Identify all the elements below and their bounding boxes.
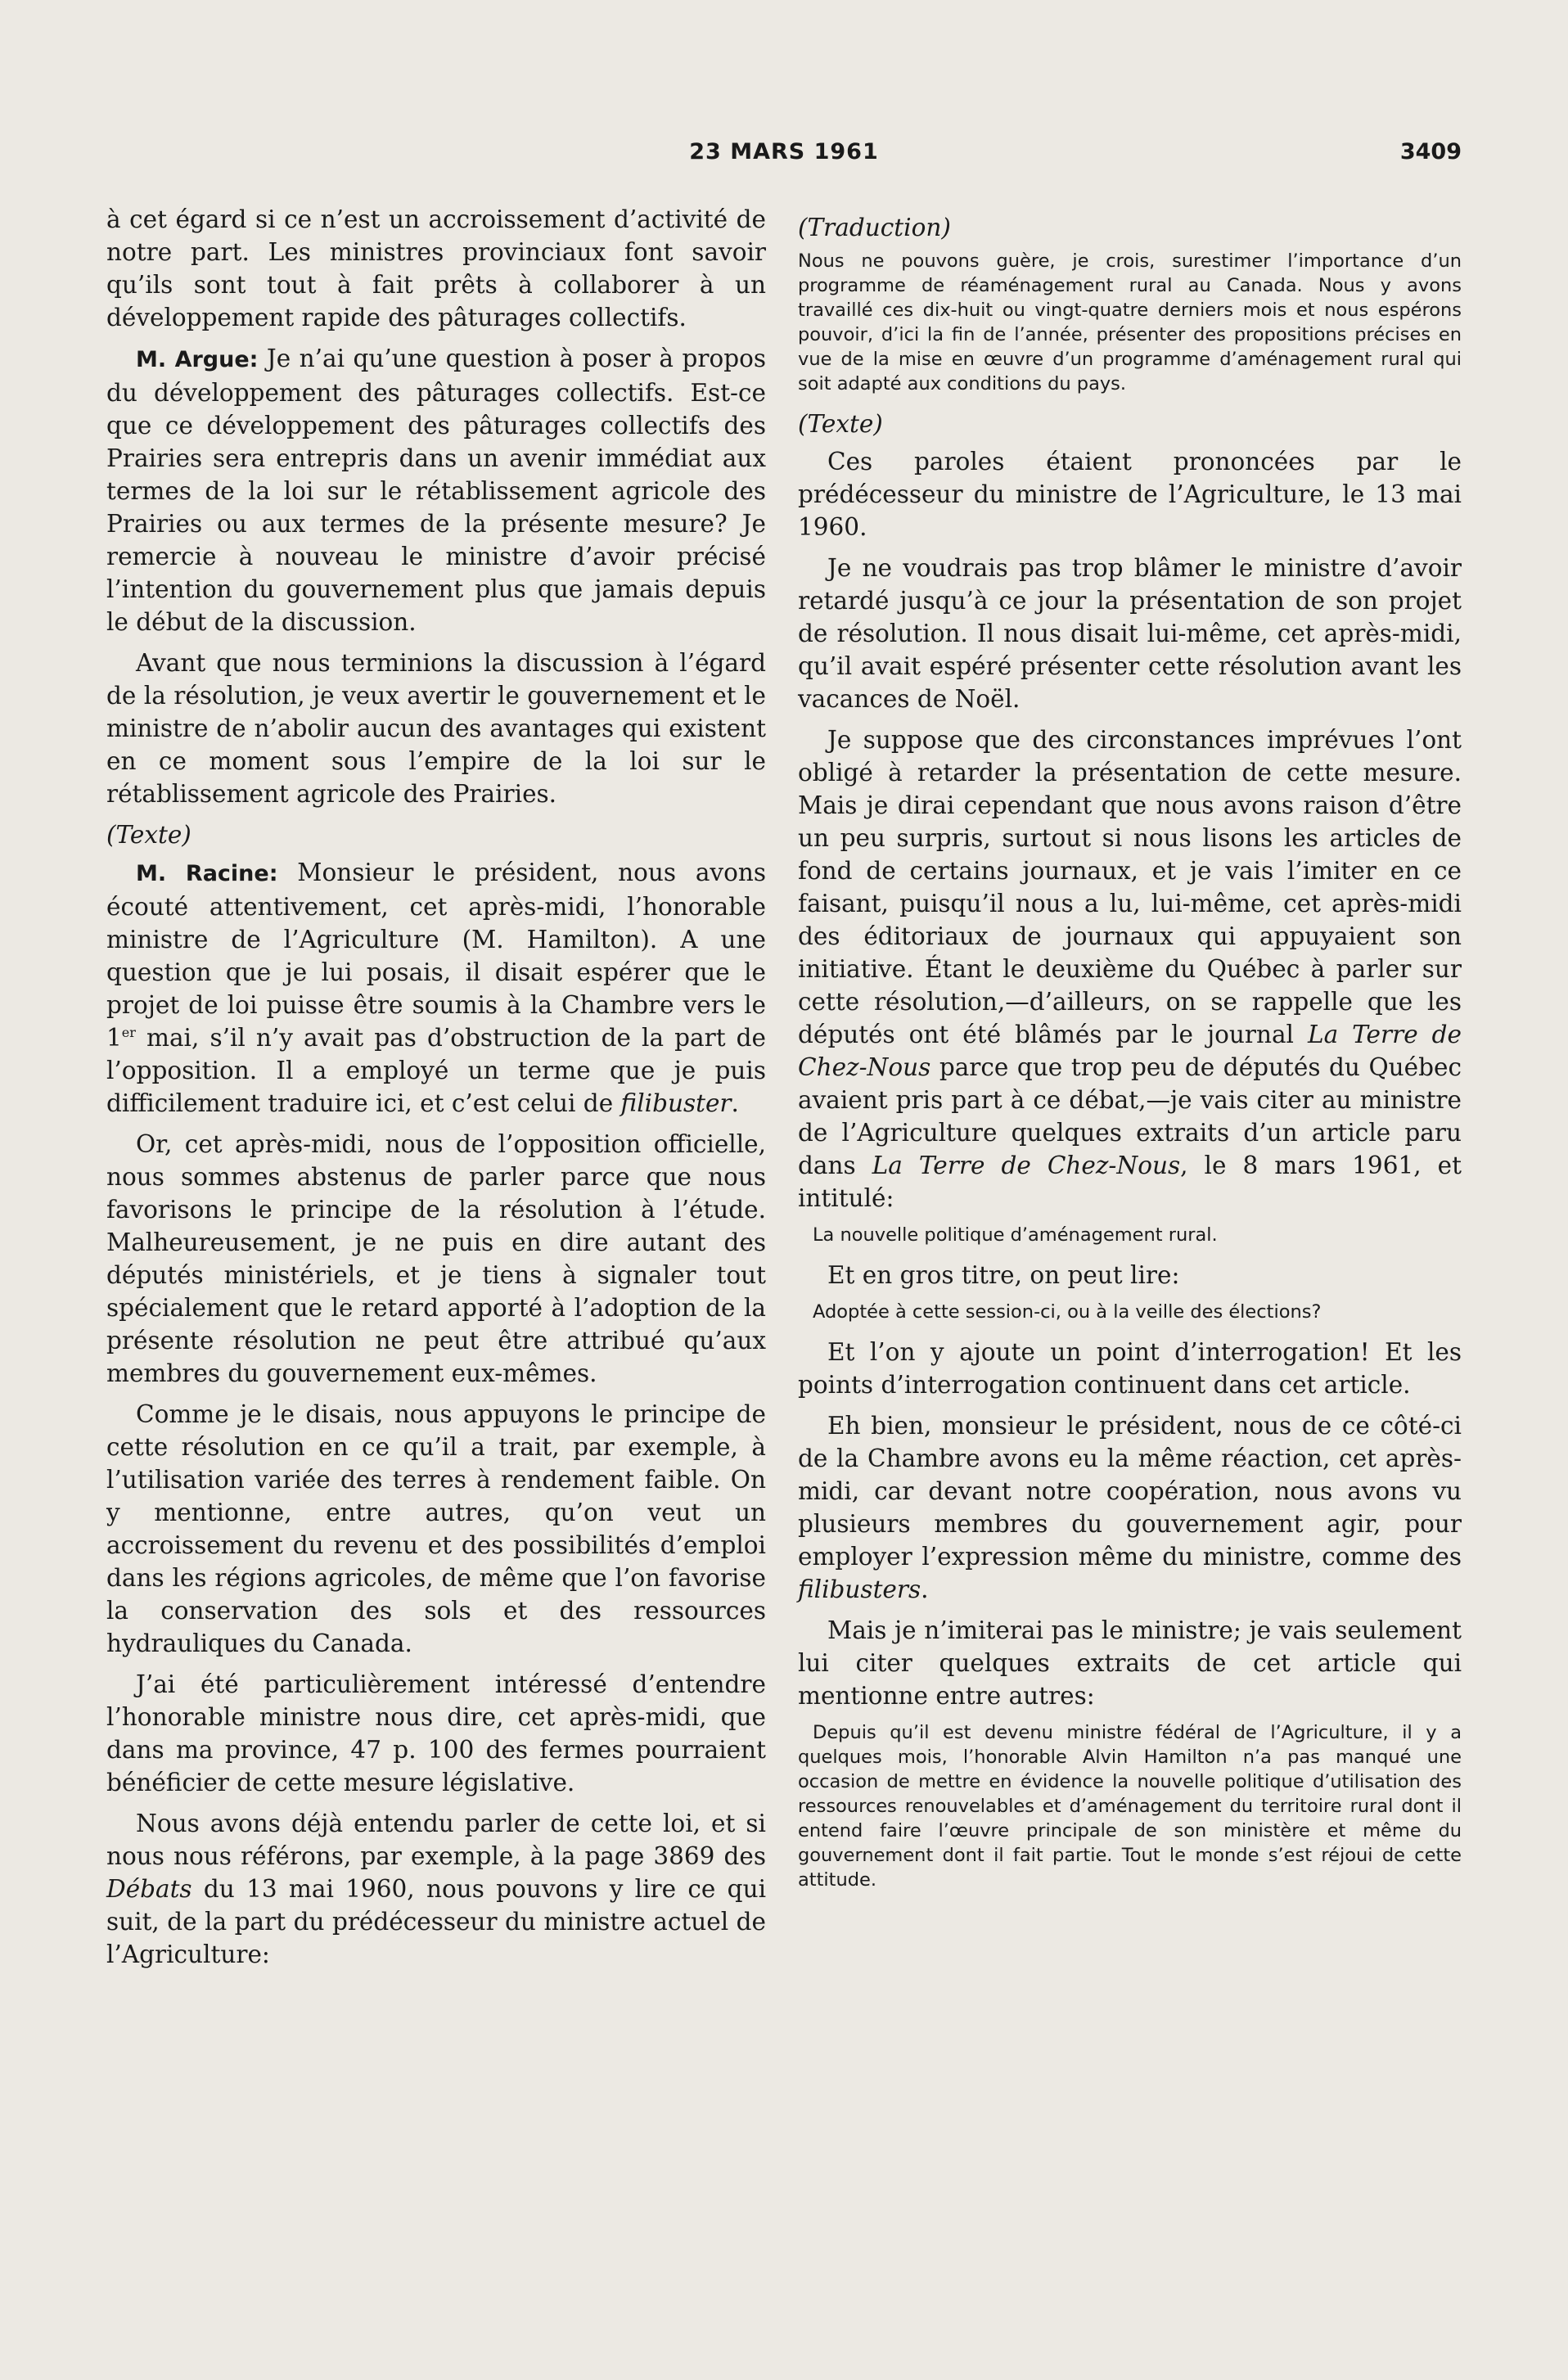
- block-quote: Depuis qu’il est devenu ministre fédéral de l’Agriculture, il y a quelques mois, l’honorable Alvin Hamilton n’a pas manqué une occasion de mettre en évidence la nouvelle politique d’utilisation des ressources renouvelables et d’aménagement du territoire rural dont il entend faire l’œuvre principale de son ministère et même du gouvernement dont il fait partie. Tout le monde s’est réjoui de cette attitude.: [798, 1722, 1462, 1891]
- section-label: (Traduction): [798, 214, 951, 241]
- paragraph: Je suppose que des circonstances imprévues l’ont obligé à retarder la présentation de cette mesure. Mais je dirai cependant que nous avons raison d’être un peu surpris, surtout si nous lisons les articles de fond de certains journaux, et je vais l’imiter en ce faisant, puisqu’il nous a lu, lui-même, cet après-midi des éditoriaux de journaux qui appuyaient son initiative. Étant le deuxième du Québec à parler sur cette résolution,—d’ailleurs, on se rappelle que les députés ont été blâmés par le journal La Terre de Chez-Nous parce que trop peu de députés du Québec avaient pris part à ce débat,—je vais citer au ministre de l’Agriculture quelques extraits d’un article paru dans La Terre de Chez-Nous, le 8 mars 1961, et intitulé:: [798, 726, 1462, 1212]
- speech-paragraph: [106, 342, 766, 638]
- paragraph: à cet égard si ce n’est un accroissement d’activité de notre part. Les ministres provinciaux font savoir qu’ils sont tout à fait prêts à collaborer à un développement rapide des pâturages collectifs.: [106, 205, 766, 331]
- speech-text: Je n’ai qu’une question à poser à propos du développement des pâturages collectifs. Est-ce que ce développement des pâturages collectifs des Prairies sera entrepris dans un avenir immédiat aux termes de la loi sur le rétablissement agricole des Prairies ou aux termes de la présente mesure? Je remercie à nouveau le ministre d’avoir précisé l’intention du gouvernement plus que jamais depuis le début de la discussion.: [106, 345, 766, 636]
- speech-text: Monsieur le président, nous avons écouté attentivement, cet après-midi, l’honorable ministre de l’Agriculture (M. Hamilton). A une question que je lui posais, il disait espérer que le projet de loi puisse être soumis à la Chambre vers le 1er mai, s’il n’y avait pas d’obstruction de la part de l’opposition. Il a employé un terme que je puis difficilement traduire ici, et c’est celui de filibuster.: [106, 859, 766, 1117]
- block-quote: Nous ne pouvons guère, je crois, surestimer l’importance d’un programme de réaménagement rural au Canada. Nous y avons travaillé ces dix-huit ou vingt-quatre derniers mois et nous espérons pouvoir, d’ici la fin de l’année, présenter des propositions précises en vue de la mise en œuvre d’un programme d’aménagement rural qui soit adapté aux conditions du pays.: [798, 250, 1462, 394]
- paragraph: Ces paroles étaient prononcées par le prédécesseur du ministre de l’Agriculture, le 13 mai 1960.: [798, 448, 1462, 541]
- speaker-name: M. Racine:: [136, 861, 278, 886]
- paragraph: Nous avons déjà entendu parler de cette loi, et si nous nous référons, par exemple, à la page 3869 des Débats du 13 mai 1960, nous pouvons y lire ce qui suit, de la part du prédécesseur du ministre actuel de l’Agriculture:: [106, 1810, 766, 1968]
- section-label: (Texte): [106, 821, 191, 849]
- paragraph: J’ai été particulièrement intéressé d’entendre l’honorable ministre nous dire, cet après-midi, que dans ma province, 47 p. 100 des fermes pourraient bénéficier de cette mesure législative.: [106, 1670, 766, 1796]
- paragraph: Comme je le disais, nous appuyons le principe de cette résolution en ce qu’il a trait, par exemple, à l’utilisation variée des terres à rendement faible. On y mentionne, entre autres, qu’on veut un accroissement du revenu et des possibilités d’emploi dans les régions agricoles, de même que l’on favorise la conservation des sols et des ressources hydrauliques du Canada.: [106, 1400, 766, 1657]
- page-header: [106, 139, 1462, 172]
- paragraph: Et l’on y ajoute un point d’interrogation! Et les points d’interrogation continuent dans cet article.: [798, 1338, 1462, 1399]
- block-quote: Adoptée à cette session-ci, ou à la veille des élections?: [813, 1301, 1322, 1323]
- paragraph: Et en gros titre, on peut lire:: [827, 1261, 1180, 1289]
- section-label: (Texte): [798, 410, 883, 438]
- paragraph: Mais je n’imiterai pas le ministre; je vais seulement lui citer quelques extraits de cet article qui mentionne entre autres:: [798, 1616, 1462, 1710]
- speech-paragraph: [106, 856, 766, 1120]
- speaker-name: M. Argue:: [136, 347, 259, 372]
- paragraph: Avant que nous terminions la discussion à l’égard de la résolution, je veux avertir le gouvernement et le ministre de n’abolir aucun des avantages qui existent en ce moment sous l’empire de la loi sur le rétablissement agricole des Prairies.: [106, 649, 766, 808]
- left-column: [106, 203, 766, 1979]
- block-quote: La nouvelle politique d’aménagement rural.: [813, 1224, 1218, 1246]
- paragraph: Or, cet après-midi, nous de l’opposition officielle, nous sommes abstenus de parler parce que nous favorisons le principe de la résolution à l’étude. Malheureusement, je ne puis en dire autant des députés ministériels, et je tiens à signaler tout spécialement que le retard apporté à l’adoption de la présente résolution ne peut être attribué qu’aux membres du gouvernement eux-mêmes.: [106, 1130, 766, 1387]
- paragraph: Je ne voudrais pas trop blâmer le ministre d’avoir retardé jusqu’à ce jour la présentation de son projet de résolution. Il nous disait lui-même, cet après-midi, qu’il avait espéré présenter cette résolution avant les vacances de Noël.: [798, 554, 1462, 713]
- paragraph: Eh bien, monsieur le président, nous de ce côté-ci de la Chambre avons eu la même réaction, cet après-midi, car devant notre coopération, nous avons vu plusieurs membres du gouvernement agir, pour employer l’expression même du ministre, comme des filibusters.: [798, 1412, 1462, 1603]
- page-number: 3409: [1399, 139, 1462, 165]
- header-date: 23 MARS 1961: [689, 139, 879, 165]
- right-column: [798, 203, 1462, 1904]
